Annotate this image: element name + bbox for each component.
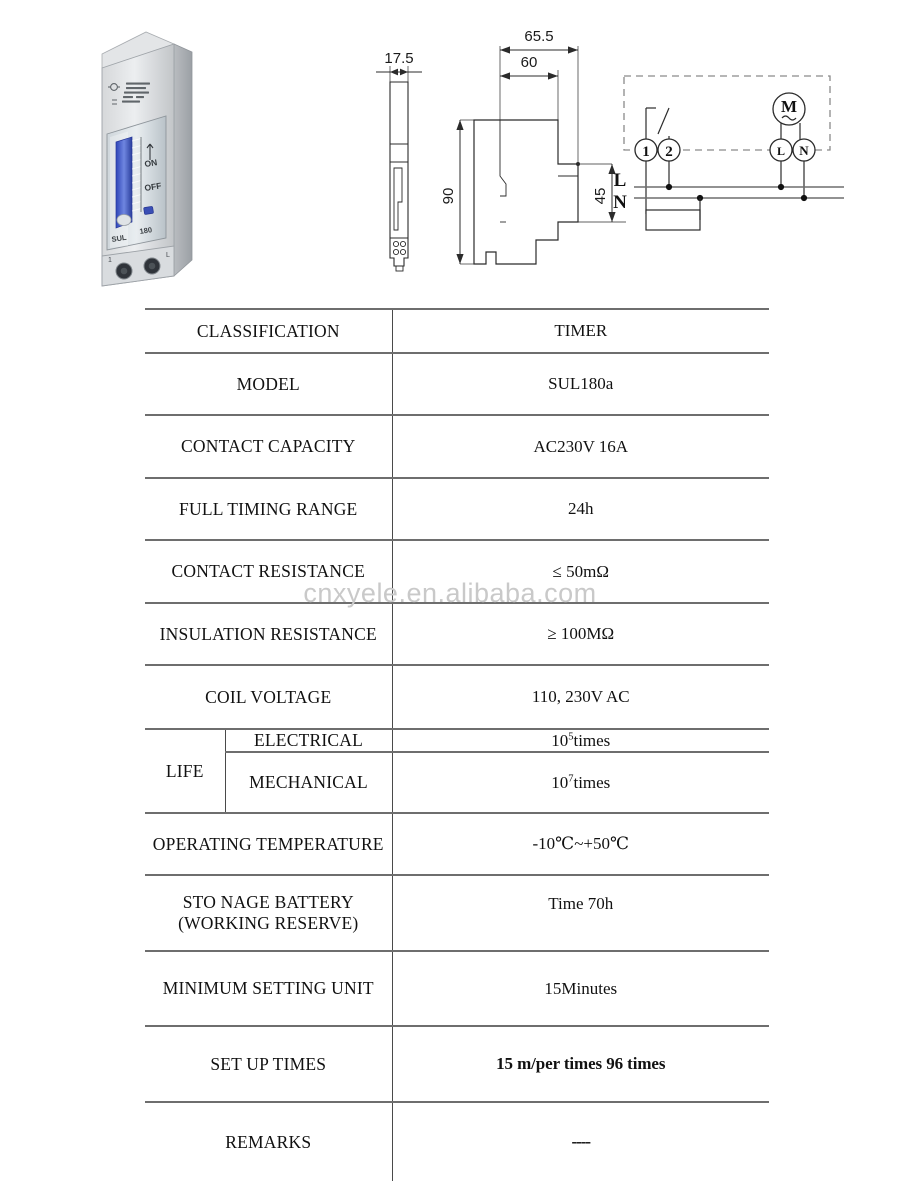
table-row xyxy=(145,665,769,729)
technical-drawings-area xyxy=(0,0,900,300)
row-value: 15 m/per times 96 times xyxy=(392,1026,769,1102)
specification-table xyxy=(145,308,769,1181)
side-view-drawing xyxy=(368,52,438,290)
row-value: 15Minutes xyxy=(392,951,769,1026)
svg-text:OFF: OFF xyxy=(143,180,163,193)
table-row xyxy=(145,813,769,875)
svg-text:2: 2 xyxy=(665,144,673,160)
row-value: 24h xyxy=(392,478,769,540)
table-row xyxy=(145,1026,769,1102)
dim-width-175: 17.5 xyxy=(384,52,414,67)
table-row xyxy=(145,603,769,665)
row-value: TIMER xyxy=(392,309,769,353)
table-row xyxy=(145,1102,769,1181)
table-row xyxy=(145,540,769,603)
table-row xyxy=(145,951,769,1026)
row-label: ELECTRICAL xyxy=(225,729,392,752)
row-label: FULL TIMING RANGE xyxy=(145,478,392,540)
row-label: MODEL xyxy=(145,353,392,415)
row-value: Time 70h xyxy=(392,875,769,951)
label-L: L xyxy=(613,170,627,191)
load-block xyxy=(646,210,700,230)
svg-text:1: 1 xyxy=(642,144,650,160)
svg-text:M: M xyxy=(780,97,798,116)
row-value: ---- xyxy=(392,1102,769,1181)
row-label: CONTACT RESISTANCE xyxy=(145,540,392,603)
row-label: OPERATING TEMPERATURE xyxy=(145,813,392,875)
row-value: $10^7times$ xyxy=(392,752,769,813)
row-label: SET UP TIMES xyxy=(145,1026,392,1102)
dim-height-45: 45 xyxy=(592,187,609,205)
svg-text:ON: ON xyxy=(143,157,158,169)
row-label: CLASSIFICATION xyxy=(145,309,392,353)
row-value: $10^5times$ xyxy=(392,729,769,752)
dim-depth-655: 65.5 xyxy=(524,28,554,45)
row-value: AC230V 16A xyxy=(392,415,769,478)
wiring-diagram xyxy=(604,62,856,234)
svg-text:SUL: SUL xyxy=(110,232,128,244)
dim-height-90: 90 xyxy=(440,187,457,205)
row-label: STO NAGE BATTERY (WORKING RESERVE) xyxy=(145,875,392,951)
row-label: INSULATION RESISTANCE xyxy=(145,603,392,665)
dim-depth-60: 60 xyxy=(520,54,538,71)
table-row xyxy=(145,875,769,951)
row-label: REMARKS xyxy=(145,1102,392,1181)
row-value: 110, 230V AC xyxy=(392,665,769,729)
table-row xyxy=(145,415,769,478)
life-group-label: LIFE xyxy=(145,729,225,813)
table-row xyxy=(145,309,769,353)
svg-text:L: L xyxy=(166,252,170,259)
row-label: MECHANICAL xyxy=(225,752,392,813)
row-value: ≤ 50mΩ xyxy=(392,540,769,603)
row-label: MINIMUM SETTING UNIT xyxy=(145,951,392,1026)
table-row-life-mechanical xyxy=(145,752,769,813)
table-row xyxy=(145,478,769,540)
row-value: -10℃~+50℃ xyxy=(392,813,769,875)
table-row-life-electrical xyxy=(145,729,769,752)
svg-text:180: 180 xyxy=(138,225,153,236)
row-value: ≥ 100MΩ xyxy=(392,603,769,665)
svg-text:L: L xyxy=(776,144,786,158)
table-row xyxy=(145,353,769,415)
row-label: CONTACT CAPACITY xyxy=(145,415,392,478)
svg-text:1: 1 xyxy=(108,257,112,264)
watermark: cnxyele.en.alibaba.com xyxy=(303,578,597,608)
svg-text:N: N xyxy=(799,143,809,158)
row-value: SUL180a xyxy=(392,353,769,415)
label-N: N xyxy=(613,192,627,213)
product-photo xyxy=(88,24,206,292)
row-label: COIL VOLTAGE xyxy=(145,665,392,729)
